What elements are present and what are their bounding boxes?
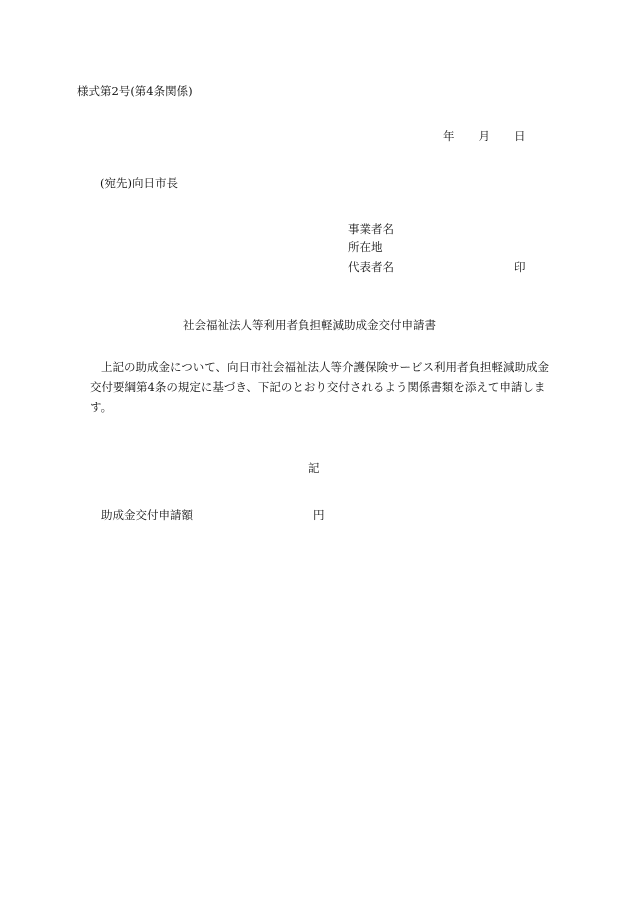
seal-mark: 印 [514, 260, 526, 274]
date-line [443, 131, 526, 143]
date-day-label: 日 [514, 129, 526, 143]
body-text: 上記の助成金について、向日市社会福祉法人等介護保険サービス利用者負担軽減助成金交付要綱第4条の規定に基づき、下記のとおり交付されるよう関係書類を添えて申請します。 [90, 360, 550, 414]
document-title: 社会福祉法人等利用者負担軽減助成金交付申請書 [183, 318, 436, 332]
form-number: 様式第2号(第4条関係) [77, 84, 193, 98]
yen-unit: 円 [313, 508, 325, 522]
business-name-label: 事業者名 [348, 222, 394, 236]
date-month-label: 月 [478, 129, 490, 143]
date-year-label: 年 [443, 129, 455, 143]
representative-label: 代表者名 [348, 260, 394, 274]
ki-mark: 記 [308, 461, 320, 475]
address-label: 所在地 [348, 240, 383, 254]
amount-label: 助成金交付申請額 [101, 508, 193, 522]
addressee: (宛先)向日市長 [100, 176, 178, 190]
